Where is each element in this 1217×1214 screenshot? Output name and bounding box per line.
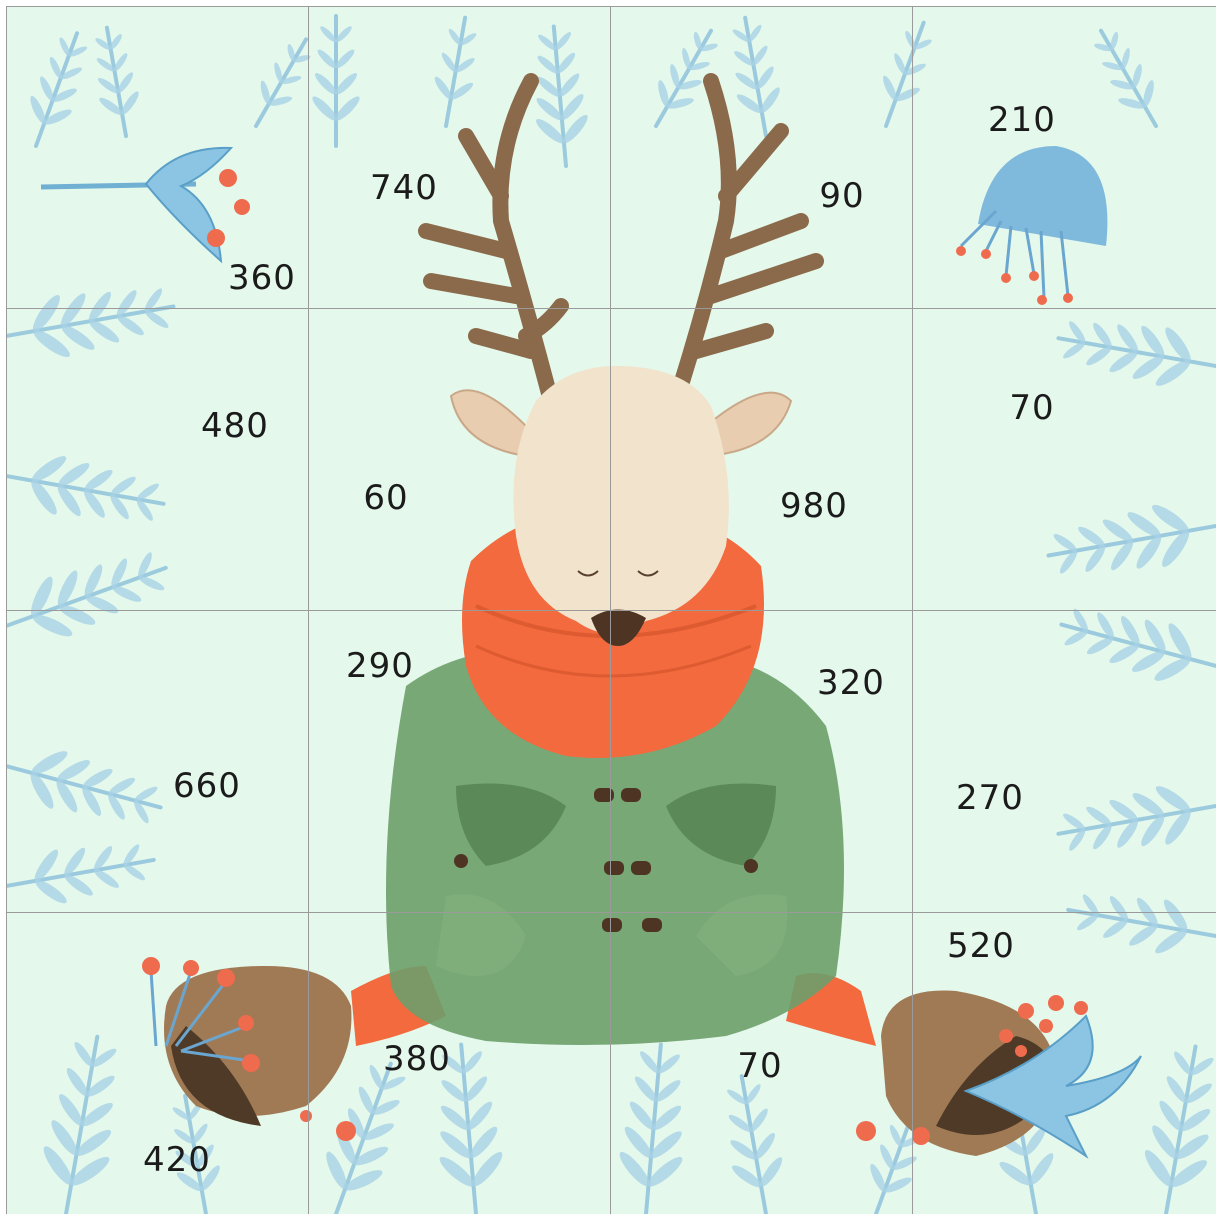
puzzle-tile[interactable]: [912, 308, 1216, 611]
tile-number: 980: [780, 486, 848, 526]
tile-number: 520: [947, 926, 1015, 966]
puzzle-tile[interactable]: [610, 6, 913, 309]
puzzle-board: [6, 6, 1216, 1214]
tile-number: 210: [988, 100, 1056, 140]
puzzle-tile[interactable]: [6, 6, 309, 309]
puzzle-tile[interactable]: [610, 610, 913, 913]
tile-number: 60: [363, 478, 409, 518]
tile-number: 660: [173, 766, 241, 806]
puzzle-tile[interactable]: [308, 610, 611, 913]
puzzle-tile[interactable]: [6, 912, 309, 1214]
tile-number: 290: [346, 646, 414, 686]
puzzle-tile[interactable]: [610, 912, 913, 1214]
puzzle-tile[interactable]: [912, 610, 1216, 913]
tile-number: 480: [201, 406, 269, 446]
tile-number: 360: [228, 258, 296, 298]
puzzle-tile[interactable]: [308, 912, 611, 1214]
tile-number: 270: [956, 778, 1024, 818]
puzzle-tile[interactable]: [6, 308, 309, 611]
tile-number: 420: [143, 1140, 211, 1180]
puzzle-tile[interactable]: [912, 912, 1216, 1214]
tile-number: 90: [819, 176, 865, 216]
puzzle-tile[interactable]: [912, 6, 1216, 309]
puzzle-tile[interactable]: [308, 308, 611, 611]
tile-number: 380: [383, 1039, 451, 1079]
tile-number: 70: [737, 1046, 783, 1086]
tile-number: 320: [817, 663, 885, 703]
tile-number: 70: [1009, 388, 1055, 428]
puzzle-tile[interactable]: [308, 6, 611, 309]
puzzle-tile[interactable]: [6, 610, 309, 913]
puzzle-tile[interactable]: [610, 308, 913, 611]
tile-number: 740: [370, 168, 438, 208]
